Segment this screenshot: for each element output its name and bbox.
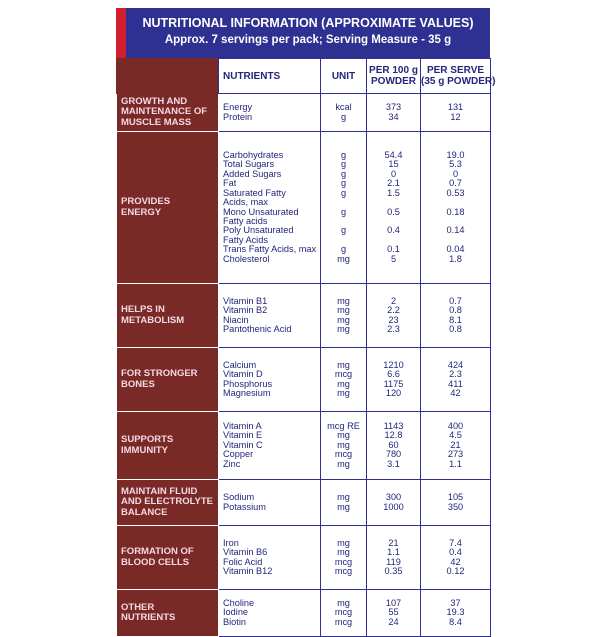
nutrient-name: Total Sugars bbox=[223, 159, 275, 170]
per-serve-value: 19.0 bbox=[446, 150, 465, 161]
per-100g-value: 24 bbox=[388, 616, 399, 627]
per-serve-value-cell bbox=[421, 590, 491, 637]
per-100g-value: 54.4 bbox=[384, 150, 403, 161]
table-row bbox=[117, 284, 491, 348]
per-100g-value: 107 bbox=[385, 597, 402, 608]
unit-value: mg bbox=[337, 378, 350, 389]
nutrient-name: Saturated Fatty bbox=[223, 187, 286, 198]
per-100g-value-cell bbox=[367, 590, 421, 637]
unit-value: g bbox=[340, 225, 347, 236]
category-label: ENERGY bbox=[121, 206, 162, 218]
unit-value: mg bbox=[337, 458, 350, 469]
per-100g-value: 373 bbox=[385, 102, 402, 113]
per-serve-value: 4.5 bbox=[449, 430, 462, 441]
per-serve-value: 1.1 bbox=[449, 458, 462, 469]
category-label: BONES bbox=[121, 378, 155, 390]
nutrient-name: Choline bbox=[223, 597, 255, 608]
per-serve-value: 424 bbox=[447, 359, 464, 370]
nutrient-name: Fatty acids bbox=[223, 215, 268, 226]
per-100g-value: 2 bbox=[390, 295, 397, 306]
per-serve-value: 42 bbox=[450, 387, 461, 398]
per100-header-line: POWDER bbox=[371, 76, 416, 87]
per-100g-value: 0.5 bbox=[387, 206, 400, 217]
per-100g-value: 0 bbox=[390, 168, 397, 179]
per-100g-value: 23 bbox=[388, 314, 399, 325]
unit-value: mcg bbox=[334, 449, 353, 460]
category-cell bbox=[117, 284, 219, 348]
per-serve-value-cell bbox=[421, 284, 491, 348]
per-serve-value: 0.53 bbox=[446, 187, 465, 198]
unit-value: mg bbox=[337, 547, 350, 558]
per-serve-value: 0.12 bbox=[446, 565, 465, 576]
per-serve-value: 8.4 bbox=[449, 616, 462, 627]
category-label: BLOOD CELLS bbox=[121, 556, 190, 568]
nutrient-name: Folic Acid bbox=[223, 556, 263, 567]
nutrient-name: Cholesterol bbox=[223, 253, 270, 264]
per-serve-value: 0.8 bbox=[449, 305, 462, 316]
per-100g-value-cell bbox=[367, 94, 421, 132]
per-serve-value-cell bbox=[421, 480, 491, 526]
per-serve-value: 19.3 bbox=[446, 607, 465, 618]
category-label: GROWTH AND bbox=[121, 95, 188, 107]
unit-value: g bbox=[340, 244, 347, 255]
unit-value: mg bbox=[337, 387, 350, 398]
category-label: FORMATION OF bbox=[121, 546, 194, 557]
per100-header-line: PER 100 g bbox=[369, 65, 418, 76]
nutrient-name: Protein bbox=[223, 111, 253, 122]
per-serve-value: 0.8 bbox=[449, 323, 462, 334]
category-label: MAINTENANCE OF bbox=[121, 106, 208, 118]
nutrient-name: Vitamin D bbox=[223, 369, 263, 380]
per-serve-value-cell bbox=[421, 526, 491, 590]
per-serve-value: 105 bbox=[447, 492, 464, 503]
table-row bbox=[117, 526, 491, 590]
per-100g-value: 2.3 bbox=[387, 323, 400, 334]
table-row bbox=[117, 480, 491, 526]
unit-value: mcg bbox=[334, 565, 353, 576]
per-serve-value: 37 bbox=[450, 597, 461, 608]
nutrient-name: Magnesium bbox=[223, 387, 271, 398]
per-serve-value: 0.14 bbox=[446, 225, 465, 236]
category-label: IMMUNITY bbox=[121, 444, 168, 456]
per-100g-value: 60 bbox=[388, 439, 399, 450]
table-header-row bbox=[117, 59, 491, 94]
per-100g-value: 1.5 bbox=[387, 187, 400, 198]
category-label: OTHER bbox=[121, 601, 155, 613]
per-serve-value: 0 bbox=[452, 168, 459, 179]
per-100g-value: 3.1 bbox=[387, 458, 400, 469]
per-serve-value: 0.04 bbox=[446, 244, 465, 255]
unit-value: mg bbox=[337, 537, 350, 548]
per-100g-value: 1.1 bbox=[387, 547, 400, 558]
per-100g-value: 1000 bbox=[383, 501, 404, 512]
nutrient-name: Calcium bbox=[223, 359, 257, 370]
label-title: NUTRITIONAL INFORMATION (APPROXIMATE VALUES) bbox=[142, 16, 474, 30]
category-label: NUTRIENTS bbox=[121, 612, 176, 623]
per-serve-value: 2.3 bbox=[449, 369, 462, 380]
unit-value: mg bbox=[337, 323, 350, 334]
nutrient-name: Zinc bbox=[223, 458, 241, 469]
nutrient-name: Biotin bbox=[223, 616, 246, 627]
unit-value-cell bbox=[321, 132, 367, 284]
unit-value: mcg bbox=[334, 616, 353, 627]
unit-value: kcal bbox=[335, 102, 352, 113]
per-serve-value: 131 bbox=[447, 102, 464, 113]
per-100g-value: 0.35 bbox=[384, 565, 403, 576]
table-row bbox=[117, 590, 491, 637]
nutrient-name: Copper bbox=[223, 449, 254, 460]
nutrient-name: Energy bbox=[223, 102, 253, 113]
category-cell bbox=[117, 348, 219, 412]
table-row bbox=[117, 94, 491, 132]
per-100g-value: 15 bbox=[388, 159, 399, 170]
unit-value: g bbox=[340, 150, 347, 161]
nutrient-name: Vitamin E bbox=[223, 430, 263, 441]
per-100g-value: 55 bbox=[388, 607, 399, 618]
nutrient-name: Acids, max bbox=[223, 197, 268, 208]
nutrient-name: Vitamin C bbox=[223, 439, 263, 450]
table-row bbox=[117, 412, 491, 480]
column-header-unit: UNIT bbox=[321, 59, 367, 94]
per-serve-value: 21 bbox=[450, 439, 461, 450]
per-100g-value: 1175 bbox=[383, 378, 404, 389]
per-serve-value: 411 bbox=[448, 378, 463, 389]
nutrient-name: Iodine bbox=[223, 607, 249, 618]
category-label: METABOLISM bbox=[121, 314, 185, 326]
nutrient-name: Fat bbox=[223, 178, 237, 189]
nutrient-name: Vitamin B2 bbox=[223, 305, 268, 316]
per-100g-value: 119 bbox=[386, 556, 401, 567]
unit-value: mg bbox=[337, 295, 350, 306]
table-row bbox=[117, 348, 491, 412]
category-label: PROVIDES bbox=[121, 196, 171, 207]
unit-value: mg bbox=[337, 430, 350, 441]
nutrient-name: Added Sugars bbox=[223, 168, 282, 179]
category-cell bbox=[117, 94, 219, 132]
per-serve-value: 0.18 bbox=[446, 206, 465, 217]
category-cell bbox=[117, 590, 219, 637]
nutrient-name: Iron bbox=[223, 537, 239, 548]
per-100g-value-cell bbox=[367, 284, 421, 348]
unit-value: mcg bbox=[334, 556, 353, 567]
per-100g-value: 0.1 bbox=[387, 244, 400, 255]
nutrient-name-cell bbox=[219, 590, 321, 637]
perserve-header-line: (35 g POWDER) bbox=[421, 76, 496, 87]
per-serve-value: 5.3 bbox=[449, 159, 462, 170]
unit-value: mg bbox=[337, 314, 350, 325]
table-row bbox=[117, 132, 491, 284]
per-100g-value: 6.6 bbox=[387, 369, 400, 380]
nutrient-name-cell bbox=[219, 348, 321, 412]
nutrient-name: Phosphorus bbox=[223, 378, 273, 389]
unit-value: g bbox=[340, 168, 347, 179]
unit-value: g bbox=[340, 206, 347, 217]
nutrient-name: Carbohydrates bbox=[223, 150, 284, 161]
category-cell bbox=[117, 526, 219, 590]
nutrient-name: Pantothenic Acid bbox=[223, 323, 292, 334]
unit-value: g bbox=[340, 187, 347, 198]
unit-value: mg bbox=[337, 501, 350, 512]
red-accent-stripe bbox=[116, 8, 126, 58]
nutrient-name: Vitamin B12 bbox=[223, 565, 273, 576]
column-header-nutrients: NUTRIENTS bbox=[219, 59, 321, 94]
per-100g-value: 5 bbox=[390, 253, 397, 264]
column-header-per-100g bbox=[367, 59, 421, 94]
category-cell bbox=[117, 412, 219, 480]
unit-value: g bbox=[340, 178, 347, 189]
nutrition-table bbox=[116, 58, 496, 637]
nutrient-name-cell bbox=[219, 284, 321, 348]
unit-value-cell bbox=[321, 412, 367, 480]
per-100g-value-cell bbox=[367, 480, 421, 526]
per-serve-value: 0.4 bbox=[449, 547, 462, 558]
per-serve-value-cell bbox=[421, 132, 491, 284]
nutrient-name-cell bbox=[219, 132, 321, 284]
nutrient-name: Vitamin A bbox=[223, 420, 262, 431]
unit-value-cell bbox=[321, 284, 367, 348]
unit-value: mcg RE bbox=[327, 420, 360, 431]
per-serve-value: 8.1 bbox=[449, 314, 462, 325]
category-label: SUPPORTS bbox=[121, 434, 174, 445]
per-100g-value-cell bbox=[367, 132, 421, 284]
per-100g-value: 12.8 bbox=[384, 430, 403, 441]
column-header-per-serve bbox=[421, 59, 496, 94]
per-100g-value: 21 bbox=[388, 537, 399, 548]
nutrient-name: Sodium bbox=[223, 492, 255, 503]
nutrient-name: Poly Unsaturated bbox=[223, 225, 294, 236]
category-label: MUSCLE MASS bbox=[121, 116, 192, 128]
perserve-header-line: PER SERVE bbox=[426, 65, 485, 76]
unit-value: mg bbox=[337, 439, 350, 450]
unit-value-cell bbox=[321, 590, 367, 637]
per-serve-value: 42 bbox=[450, 556, 461, 567]
per-serve-value: 400 bbox=[447, 420, 464, 431]
nutrient-name-cell bbox=[219, 94, 321, 132]
category-label: AND ELECTROLYTE bbox=[121, 496, 214, 508]
unit-value: mg bbox=[337, 253, 350, 264]
per-serve-value-cell bbox=[421, 412, 491, 480]
per-100g-value: 120 bbox=[385, 387, 402, 398]
nutrient-name: Mono Unsaturated bbox=[223, 206, 299, 217]
category-cell bbox=[117, 132, 219, 284]
unit-value-cell bbox=[321, 526, 367, 590]
header-corner bbox=[117, 59, 219, 94]
per-serve-value: 1.8 bbox=[449, 253, 462, 264]
nutrient-name: Vitamin B6 bbox=[223, 547, 268, 558]
nutrient-name-cell bbox=[219, 480, 321, 526]
category-label: BALANCE bbox=[121, 506, 168, 518]
unit-value: mcg bbox=[334, 369, 353, 380]
nutrient-name: Trans Fatty Acids, max bbox=[223, 244, 317, 255]
unit-value: g bbox=[340, 159, 347, 170]
label-subtitle: Approx. 7 servings per pack; Serving Measure - 35 g bbox=[164, 34, 452, 46]
unit-value: mg bbox=[337, 359, 350, 370]
per-100g-value-cell bbox=[367, 412, 421, 480]
label-header bbox=[126, 8, 490, 58]
nutrient-name-cell bbox=[219, 412, 321, 480]
nutrient-name: Vitamin B1 bbox=[223, 295, 268, 306]
nutrient-name: Fatty Acids bbox=[223, 234, 268, 245]
category-label: MAINTAIN FLUID bbox=[121, 485, 198, 497]
per-100g-value: 2.2 bbox=[387, 305, 400, 316]
per-serve-value: 350 bbox=[447, 501, 464, 512]
per-100g-value: 1210 bbox=[383, 359, 404, 370]
nutrient-name-cell bbox=[219, 526, 321, 590]
per-100g-value: 0.4 bbox=[387, 225, 400, 236]
unit-value: mg bbox=[337, 492, 350, 503]
nutrient-name: Niacin bbox=[223, 314, 249, 325]
unit-value: g bbox=[340, 111, 347, 122]
per-serve-value: 273 bbox=[447, 449, 464, 460]
per-100g-value: 780 bbox=[385, 449, 402, 460]
unit-value-cell bbox=[321, 348, 367, 412]
per-serve-value: 0.7 bbox=[449, 178, 462, 189]
per-serve-value: 12 bbox=[450, 111, 461, 122]
per-serve-value-cell bbox=[421, 348, 491, 412]
unit-value: mg bbox=[337, 597, 350, 608]
unit-value: mcg bbox=[334, 607, 353, 618]
per-serve-value: 7.4 bbox=[449, 537, 462, 548]
unit-value-cell bbox=[321, 480, 367, 526]
per-100g-value: 1143 bbox=[383, 420, 404, 431]
category-label: FOR STRONGER bbox=[121, 368, 198, 379]
unit-value-cell bbox=[321, 94, 367, 132]
per-serve-value: 0.7 bbox=[449, 295, 462, 306]
per-serve-value-cell bbox=[421, 94, 491, 132]
per-100g-value: 34 bbox=[388, 111, 399, 122]
per-100g-value-cell bbox=[367, 526, 421, 590]
per-100g-value: 2.1 bbox=[387, 178, 400, 189]
per-100g-value-cell bbox=[367, 348, 421, 412]
unit-value: mg bbox=[337, 305, 350, 316]
category-cell bbox=[117, 480, 219, 526]
category-label: HELPS IN bbox=[121, 304, 165, 315]
nutrient-name: Potassium bbox=[223, 501, 266, 512]
per-100g-value: 300 bbox=[385, 492, 402, 503]
